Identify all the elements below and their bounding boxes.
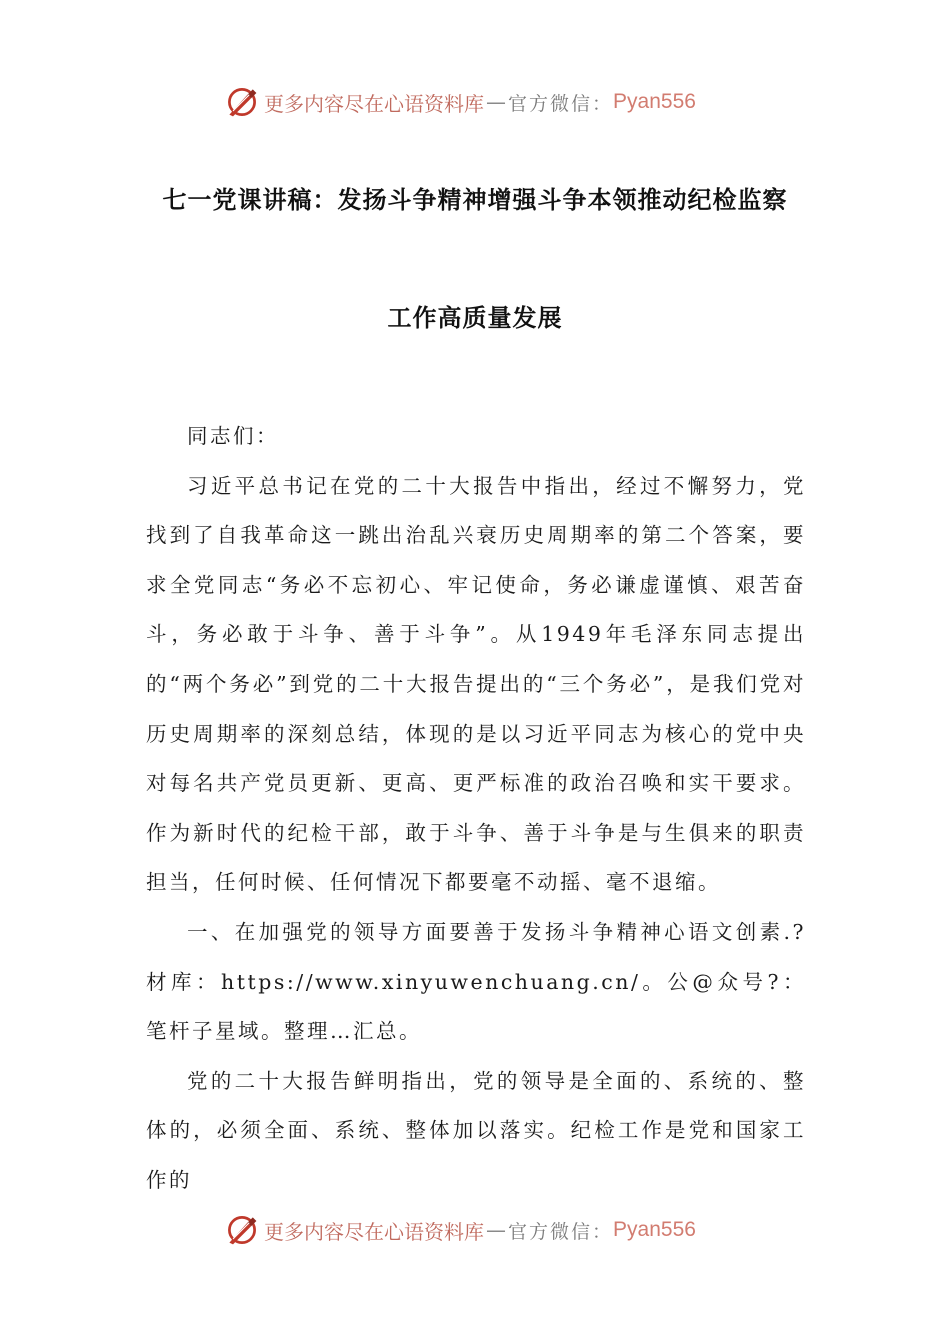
watermark-label: 官方微信： bbox=[508, 92, 614, 115]
watermark-separator: — bbox=[486, 90, 507, 114]
paragraph-section-body: 党的二十大报告鲜明指出，党的领导是全面的、系统的、整体的，必须全面、系统、整体加以落实。纪检工作是党和国家工作的 bbox=[146, 1068, 806, 1192]
watermark-text: 更多内容尽在心语资料库 bbox=[264, 91, 485, 116]
header-watermark bbox=[0, 82, 950, 122]
watermark-label: 官方微信： bbox=[508, 1220, 614, 1243]
document-title-line2: 工作高质量发展 bbox=[387, 304, 563, 332]
document-title-line1: 七一党课讲稿：发扬斗争精神增强斗争本领推动纪检监察 bbox=[162, 186, 788, 214]
watermark-wechat-id: Pyan556 bbox=[613, 90, 696, 113]
paragraph-salutation: 同志们： bbox=[187, 424, 279, 448]
watermark-wechat-id: Pyan556 bbox=[613, 1218, 696, 1241]
paragraph-intro: 习近平总书记在党的二十大报告中指出，经过不懈努力，党找到了自我革命这一跳出治乱兴衰历史周期率的第二个答案，要求全党同志“务必不忘初心、牢记使命，务必谦虚谨慎、艰苦奋斗，务必敢于斗争、善于斗争”。从1949年毛泽东同志提出的“两个务必”到党的二十大报告提出的“三个务必”，是我们党对历史周期率的深刻总结，体现的是以习近平同志为核心的党中央对每名共产党员更新、更高、更严标准的政治召唤和实干要求。作为新时代的纪检干部，敢于斗争、善于斗争是与生俱来的职责担当，任何时候、任何情况下都要毫不动摇、毫不退缩。 bbox=[146, 473, 806, 895]
watermark-text: 更多内容尽在心语资料库 bbox=[264, 1219, 485, 1244]
pen-nib-logo-icon bbox=[224, 84, 260, 120]
footer-watermark bbox=[0, 1210, 950, 1250]
pen-nib-logo-icon bbox=[224, 1212, 260, 1248]
watermark-separator: — bbox=[486, 1218, 507, 1242]
document-body bbox=[146, 412, 806, 1206]
paragraph-section-heading: 一、在加强党的领导方面要善于发扬斗争精神心语文创素.?材库：https://www.xinyuwenchuang.cn/。公@众号?：笔杆子星域。整理…汇总。 bbox=[146, 919, 806, 1044]
